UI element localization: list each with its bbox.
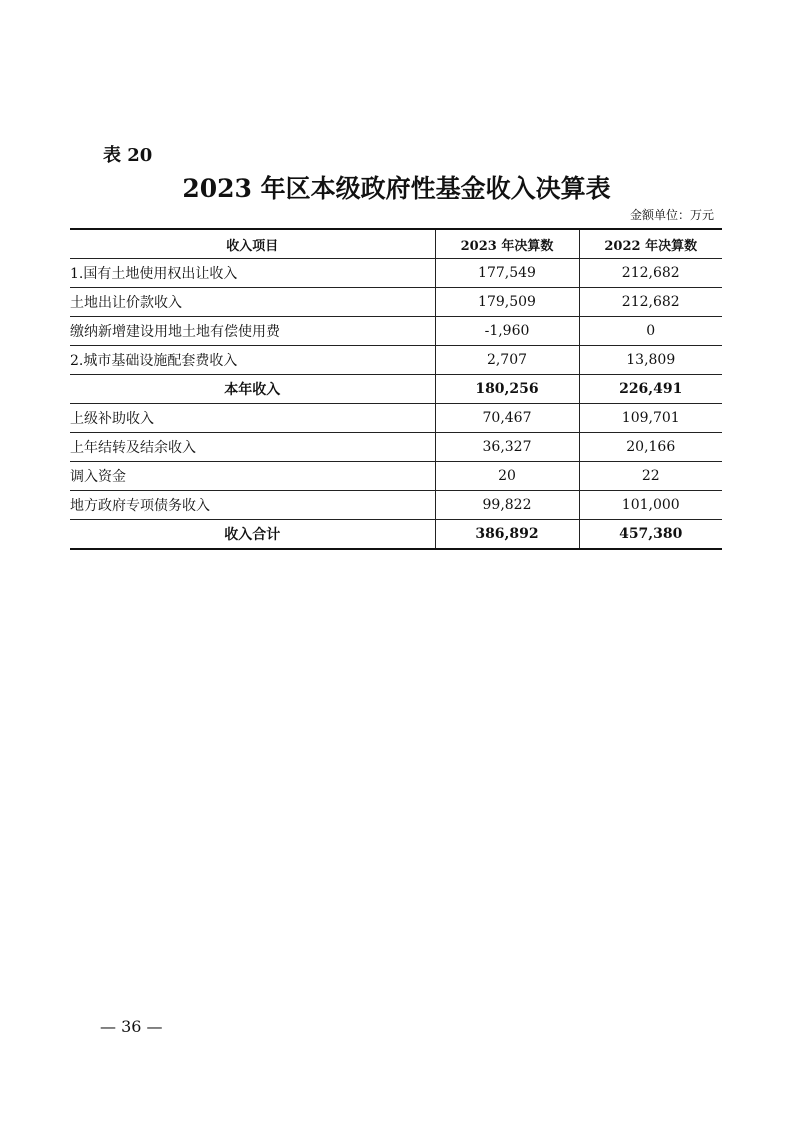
table-row bbox=[70, 288, 722, 317]
value-2023: 386,892 bbox=[435, 520, 579, 550]
row-label: 地方政府专项债务收入 bbox=[70, 491, 435, 520]
value-2023: 177,549 bbox=[435, 259, 579, 288]
value-2022: 13,809 bbox=[579, 346, 722, 375]
value-2023: 36,327 bbox=[435, 433, 579, 462]
value-2022: 20,166 bbox=[579, 433, 722, 462]
table-header-row bbox=[70, 229, 722, 259]
value-2023: 70,467 bbox=[435, 404, 579, 433]
value-2022: 101,000 bbox=[579, 491, 722, 520]
table-row bbox=[70, 259, 722, 288]
value-2022: 22 bbox=[579, 462, 722, 491]
value-2022: 109,701 bbox=[579, 404, 722, 433]
row-label: 调入资金 bbox=[70, 462, 435, 491]
value-2022: 0 bbox=[579, 317, 722, 346]
table-row bbox=[70, 433, 722, 462]
row-label: 上年结转及结余收入 bbox=[70, 433, 435, 462]
value-2023: 20 bbox=[435, 462, 579, 491]
value-2022: 212,682 bbox=[579, 259, 722, 288]
value-2022: 212,682 bbox=[579, 288, 722, 317]
value-2023: -1,960 bbox=[435, 317, 579, 346]
document-title: 2023 年区本级政府性基金收入决算表 bbox=[182, 174, 611, 203]
value-2023: 179,509 bbox=[435, 288, 579, 317]
value-2023: 99,822 bbox=[435, 491, 579, 520]
subtotal-row bbox=[70, 375, 722, 404]
budget-table bbox=[70, 228, 722, 550]
row-label: 1.国有土地使用权出让收入 bbox=[70, 259, 435, 288]
value-2023: 2,707 bbox=[435, 346, 579, 375]
total-row bbox=[70, 520, 722, 550]
unit-note: 金额单位：万元 bbox=[629, 208, 714, 222]
table-row bbox=[70, 346, 722, 375]
row-label: 土地出让价款收入 bbox=[70, 288, 435, 317]
row-label: 缴纳新增建设用地土地有偿使用费 bbox=[70, 317, 435, 346]
page-number: — 36 — bbox=[100, 1017, 163, 1036]
table-row bbox=[70, 462, 722, 491]
row-label: 收入合计 bbox=[70, 520, 435, 550]
column-header-2022: 2022 年决算数 bbox=[579, 229, 722, 259]
row-label: 本年收入 bbox=[70, 375, 435, 404]
row-label: 上级补助收入 bbox=[70, 404, 435, 433]
table-row bbox=[70, 317, 722, 346]
column-header-item: 收入项目 bbox=[70, 229, 435, 259]
column-header-2023: 2023 年决算数 bbox=[435, 229, 579, 259]
row-label: 2.城市基础设施配套费收入 bbox=[70, 346, 435, 375]
table-row bbox=[70, 404, 722, 433]
value-2022: 226,491 bbox=[579, 375, 722, 404]
table-row bbox=[70, 491, 722, 520]
table-label: 表 20 bbox=[103, 145, 153, 166]
value-2022: 457,380 bbox=[579, 520, 722, 550]
value-2023: 180,256 bbox=[435, 375, 579, 404]
